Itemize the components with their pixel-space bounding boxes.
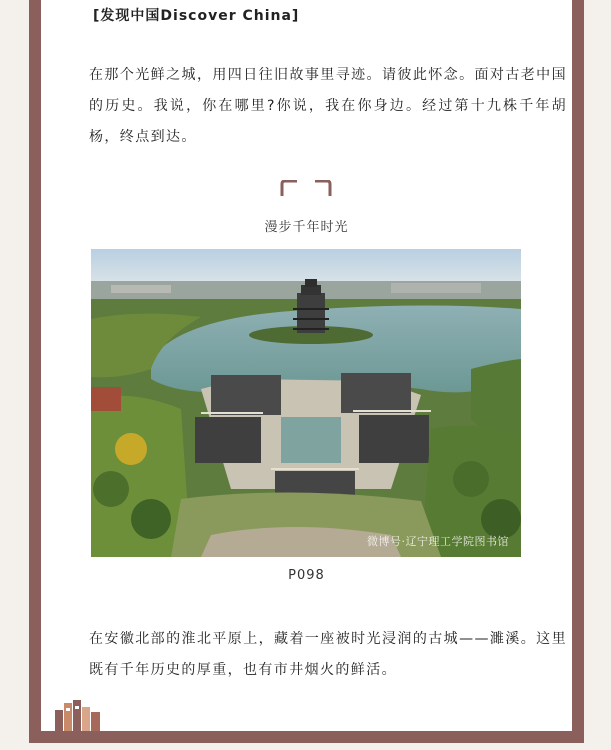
article-content [41,0,572,731]
pagoda-lake-illustration [91,249,521,557]
frame-bottom-border [29,731,584,743]
frame-left-border [29,0,41,743]
article-header: [发现中国Discover China] [93,8,300,24]
frame-right-border [572,0,584,743]
body-paragraph: 在安徽北部的淮北平原上，藏着一座被时光浸润的古城——濉溪。这里既有千年历史的厚重，也有市井烟火的鲜活。 [89,631,567,678]
bracket-icon [280,180,332,196]
intro-paragraph: 在那个光鲜之城，用四日往旧故事里寻迹。请彼此怀念。面对古老中国的历史。我说，你在哪里?你说，我在你身边。经过第十九株千年胡杨，终点到达。 [89,67,567,145]
section-caption: 漫步千年时光 [264,220,349,235]
photo-caption: P098 [288,568,325,583]
scenic-photo [91,249,521,557]
books-icon [55,700,101,731]
photo-watermark: 微博号·辽宁理工学院图书馆 [367,535,509,548]
